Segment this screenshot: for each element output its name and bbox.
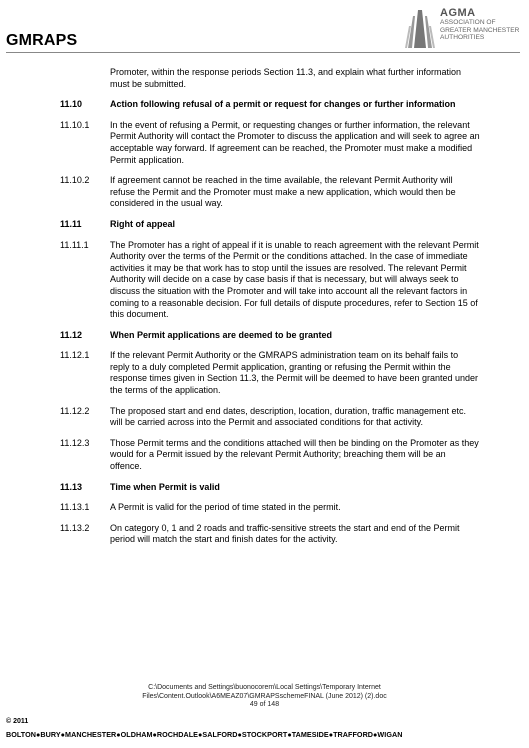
section-title: Time when Permit is valid — [110, 481, 220, 492]
copyright-notice: © 2011 — [6, 718, 29, 725]
paragraph-text: Those Permit terms and the conditions attached will then be binding on the Promoter as they would for a Permit issued by the relevant Permit Authority; breaching them will be an offence. — [110, 437, 479, 472]
section-title: Right of appeal — [110, 218, 175, 229]
section-heading — [60, 219, 480, 231]
paragraph-text: In the event of refusing a Permit, or requesting changes or further information, the relevant Permit Authority will contact the Promoter to discuss the application and will seek to agree an acceptable way forward. If agreement can be reached, the Promoter must make a modified Permit application. — [110, 119, 480, 165]
footer-path-line: C:\Documents and Settings\buonocorem\Local Settings\Temporary Internet — [148, 684, 381, 691]
paragraph-number: 11.12.3 — [60, 437, 90, 448]
logo-subtitle — [440, 19, 529, 42]
section-number: 11.10 — [60, 99, 83, 110]
agma-logo — [404, 6, 526, 52]
logo-subtitle-line: GREATER MANCHESTER — [440, 26, 520, 34]
numbered-paragraph — [60, 406, 480, 429]
section-heading — [60, 99, 480, 111]
paragraph-number: 11.11.1 — [60, 239, 89, 250]
logo-subtitle-line: ASSOCIATION OF — [440, 19, 496, 26]
page-number: 49 of 148 — [249, 701, 280, 709]
section-heading — [60, 330, 480, 342]
paragraph-text: A Permit is valid for the period of time stated in the permit. — [110, 502, 341, 513]
section-title: Action following refusal of a permit or request for changes or further information — [110, 99, 456, 110]
footer-file-path — [0, 684, 529, 710]
paragraph-number: 11.13.1 — [60, 502, 90, 513]
member-authorities-list: BOLTON●BURY●MANCHESTER●OLDHAM●ROCHDALE●SALFORD●STOCKPORT●TAMESIDE●TRAFFORD●WIGAN — [6, 730, 403, 739]
paragraph-number: 11.12.1 — [60, 350, 90, 361]
numbered-paragraph — [60, 240, 480, 321]
paragraph-text: The proposed start and end dates, description, location, duration, traffic management etc. will be carried across into the Permit and associated conditions for that activity. — [110, 405, 467, 428]
logo-subtitle-line: AUTHORITIES — [440, 34, 485, 42]
continued-paragraph: Promoter, within the response periods Section 11.3, and explain what further information must be submitted. — [110, 67, 462, 89]
agma-logo-mark-icon — [404, 8, 436, 50]
paragraph-text: If agreement cannot be reached in the time available, the relevant Permit Authority will refuse the Permit and the Promoter must make a new application, which would then be considered in the usual way. — [110, 175, 456, 209]
paragraph-number: 11.12.2 — [60, 405, 90, 416]
paragraph-text: On category 0, 1 and 2 roads and traffic-sensitive streets the start and end of the Permit period will match the start and finish dates for the activity. — [110, 522, 460, 545]
numbered-paragraph — [60, 120, 480, 166]
document-header-title: GMRAPS — [6, 32, 78, 49]
header-divider — [6, 52, 520, 53]
numbered-paragraph — [60, 175, 480, 210]
document-body — [60, 67, 480, 546]
section-title: When Permit applications are deemed to be granted — [110, 329, 333, 340]
numbered-paragraph — [60, 523, 480, 546]
paragraph-text: If the relevant Permit Authority or the GMRAPS administration team on its behalf fails to reply to a duly completed Permit application, granting or refusing the Permit within the response times given in Section 11.3, the Permit will be deemed to have been granted under the terms of the application. — [110, 350, 479, 396]
section-number: 11.11 — [60, 218, 82, 229]
paragraph-number: 11.10.2 — [60, 175, 90, 186]
logo-name: AGMA — [440, 7, 476, 19]
numbered-paragraph — [60, 438, 480, 473]
section-list — [60, 99, 480, 546]
paragraph-number: 11.10.1 — [60, 119, 90, 130]
numbered-paragraph — [60, 350, 480, 396]
paragraph-text: The Promoter has a right of appeal if it is unable to reach agreement with the relevant Permit Authority over the terms of the Permit or the conditions attached. In the case of immediate activities it may be that work has to stop until the issues are resolved. The relevant Permit Authority will decide on a case by case basis if that is necessary, but will always seek to discuss the situation with the Promoter and will take into account all the relevant factors in coming to a reasonable decision. For full details of dispute procedures, refer to Section 15 of this document. — [110, 239, 479, 320]
section-number: 11.12 — [60, 329, 83, 340]
paragraph-number: 11.13.2 — [60, 522, 90, 533]
section-heading — [60, 482, 480, 494]
section-number: 11.13 — [60, 481, 83, 492]
numbered-paragraph — [60, 502, 480, 514]
footer-path-line: Files\Content.Outlook\A6MEAZ07\GMRAPSschemeFINAL (June 2012) (2).doc — [142, 692, 387, 700]
